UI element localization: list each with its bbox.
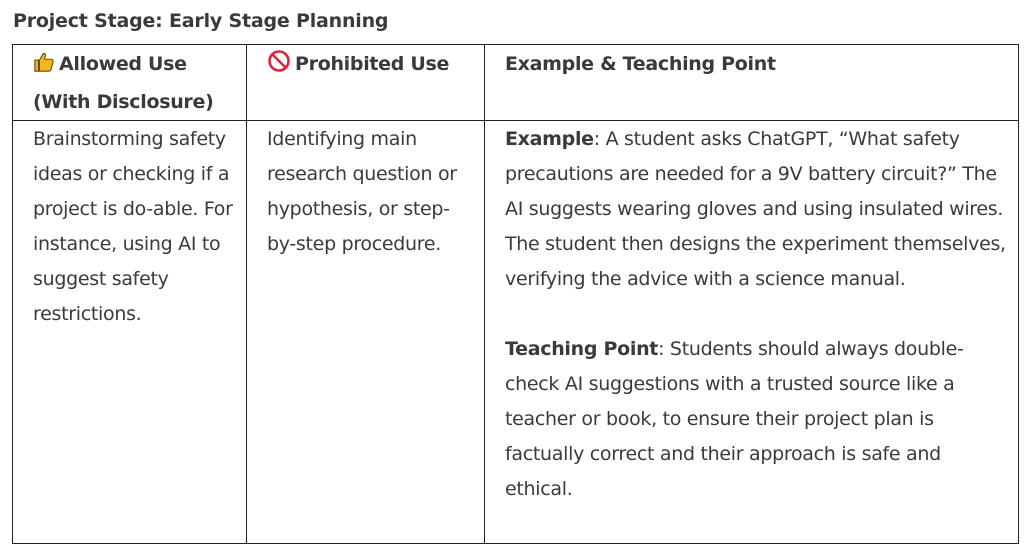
header-allowed-use-sublabel: (With Disclosure) (33, 91, 214, 113)
header-allowed-use-label: Allowed Use (59, 53, 187, 75)
thumbs-up-icon (33, 50, 55, 85)
header-allowed-use (13, 45, 247, 121)
teaching-point-label: Teaching Point (505, 338, 659, 360)
paragraph-spacer (505, 297, 1012, 332)
page-title: Project Stage: Early Stage Planning (13, 10, 389, 32)
cell-allowed-use (13, 121, 247, 544)
table-header-row (13, 45, 1019, 121)
table-row (13, 121, 1019, 544)
ai-use-table (12, 44, 1019, 544)
prohibited-icon (267, 49, 291, 85)
allowed-use-text: Brainstorming safety ideas or checking if a project is do-able. For instance, using AI to suggest safety restrictions. (33, 128, 233, 325)
example-label: Example (505, 128, 594, 150)
teaching-point-paragraph (505, 332, 1012, 507)
cell-prohibited-use (247, 121, 485, 544)
teaching-point-text: : Students should always double-check AI suggestions with a trusted source like a teacher or book, to ensure their project plan is factually correct and their approach is safe and ethical. (505, 338, 964, 500)
cell-example-teaching-point (485, 121, 1019, 544)
header-prohibited-use (247, 45, 485, 121)
example-text: : A student asks ChatGPT, “What safety precautions are needed for a 9V battery circuit?” The AI suggests wearing gloves and using insulated wires. The student then designs the experiment themselves, verifying the advice with a science manual. (505, 128, 1006, 290)
header-prohibited-use-label: Prohibited Use (295, 53, 450, 75)
header-example-label: Example & Teaching Point (505, 53, 776, 75)
header-example-teaching-point (485, 45, 1019, 121)
prohibited-use-text: Identifying main research question or hypothesis, or step-by-step procedure. (267, 128, 457, 255)
example-paragraph (505, 122, 1012, 297)
